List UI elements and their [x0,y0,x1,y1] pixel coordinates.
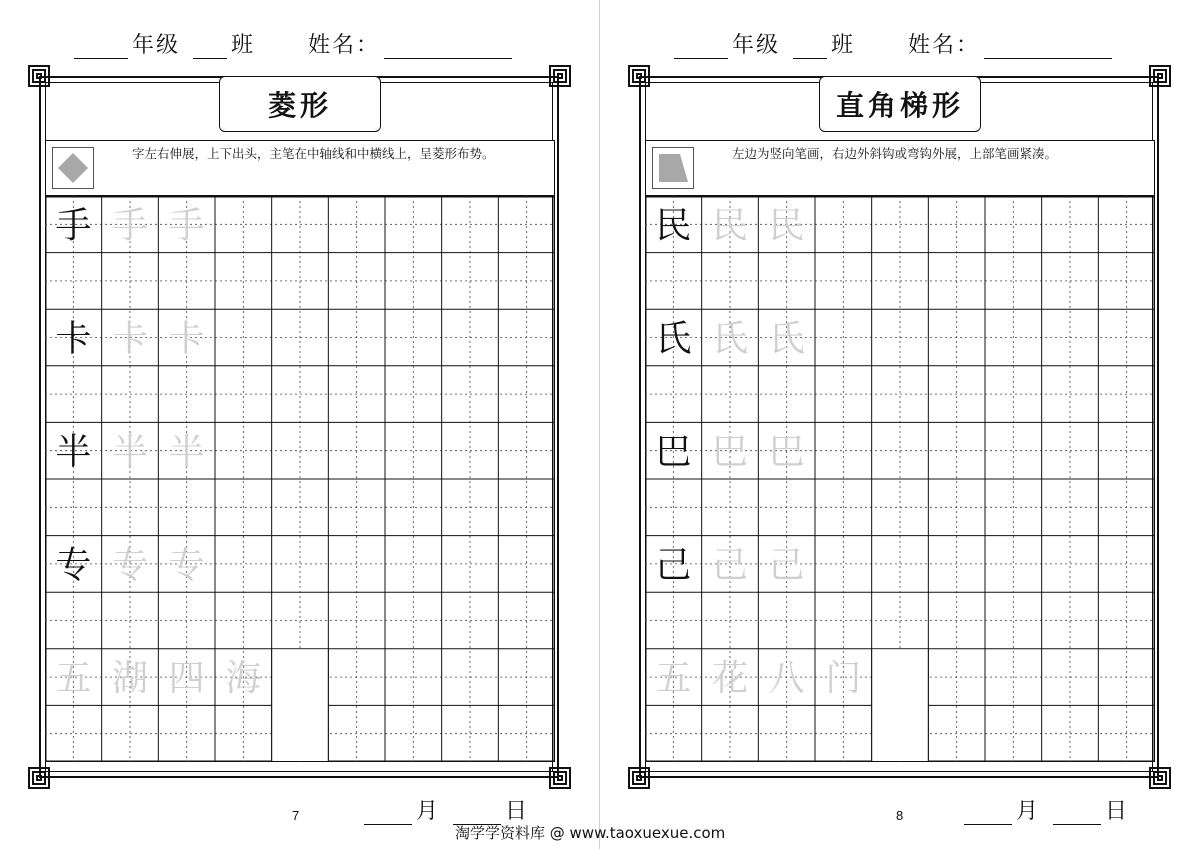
month-label: 月 [416,799,441,824]
description-text: 左边为竖向笔画，右边外斜钩或弯钩外展，上部笔画紧凑。 [732,146,1058,161]
tracing-character: 民 [768,205,805,247]
corner-ornament-icon [28,767,50,789]
corner-ornament-icon [28,65,50,87]
blank-cell [872,649,928,761]
day-blank[interactable] [1053,804,1101,825]
name-label: 姓名： [908,33,981,58]
name-blank[interactable] [384,36,512,59]
model-character: 卡 [55,318,92,360]
grade-label: 年级 [732,33,781,58]
idiom-tracing-character: 八 [768,658,805,700]
practice-grid[interactable] [645,196,1155,762]
idiom-tracing-character: 湖 [111,658,149,700]
lesson-title: 直角梯形 [819,76,981,132]
tracing-character: 专 [168,544,205,586]
tracing-character: 半 [111,431,149,473]
page-number: 8 [896,808,904,823]
idiom-tracing-character: 海 [225,658,262,700]
page-number: 7 [292,808,300,823]
tracing-character: 卡 [168,318,205,360]
tracing-character: 半 [168,431,205,473]
tracing-character: 巴 [768,431,805,473]
student-info-header [70,28,516,59]
model-character: 氏 [655,318,692,360]
model-character: 半 [55,431,92,473]
class-label: 班 [231,33,256,58]
tracing-character: 己 [768,544,805,586]
watermark: 淘学学资料库 @ www.taoxuexue.com [455,824,726,842]
tracing-character: 己 [711,544,749,586]
class-label: 班 [831,33,856,58]
practice-grid[interactable] [45,196,555,762]
tracing-character: 民 [711,205,749,247]
model-character: 巴 [655,431,692,473]
tracing-character: 氏 [711,318,749,360]
tracing-character: 手 [168,205,205,247]
tracing-character: 巴 [711,431,749,473]
blank-cell [272,649,328,761]
corner-ornament-icon [628,767,650,789]
grade-blank[interactable] [74,36,128,59]
lesson-title: 菱形 [219,76,381,132]
corner-ornament-icon [628,65,650,87]
date-field [360,794,529,825]
tracing-character: 氏 [768,318,805,360]
structure-description [45,140,555,196]
class-blank[interactable] [793,36,827,59]
grade-label: 年级 [132,33,181,58]
month-blank[interactable] [364,804,412,825]
right-trapezoid-icon [652,147,694,189]
rhombus-icon [52,147,94,189]
tracing-character: 手 [111,205,149,247]
idiom-tracing-character: 门 [825,658,862,700]
practice-grid-svg[interactable] [45,196,555,762]
class-blank[interactable] [193,36,227,59]
name-blank[interactable] [984,36,1112,59]
model-character: 专 [55,544,92,586]
month-blank[interactable] [964,804,1012,825]
idiom-tracing-character: 四 [168,658,205,700]
idiom-tracing-character: 五 [655,658,692,700]
idiom-tracing-character: 花 [711,658,749,700]
corner-ornament-icon [549,767,571,789]
date-field [960,794,1129,825]
corner-ornament-icon [549,65,571,87]
month-label: 月 [1016,799,1041,824]
practice-grid-svg[interactable] [645,196,1155,762]
day-label: 日 [505,799,530,824]
structure-description [645,140,1155,196]
student-info-header [670,28,1116,59]
day-label: 日 [1105,799,1130,824]
corner-ornament-icon [1149,767,1171,789]
idiom-tracing-character: 五 [55,658,92,700]
tracing-character: 卡 [111,318,149,360]
tracing-character: 专 [111,544,149,586]
model-character: 己 [655,544,692,586]
description-text: 字左右伸展，上下出头，主笔在中轴线和中横线上，呈菱形布势。 [132,146,495,161]
corner-ornament-icon [1149,65,1171,87]
grade-blank[interactable] [674,36,728,59]
name-label: 姓名： [308,33,381,58]
worksheet-page-8 [600,0,1200,849]
model-character: 民 [655,205,692,247]
model-character: 手 [55,205,92,247]
